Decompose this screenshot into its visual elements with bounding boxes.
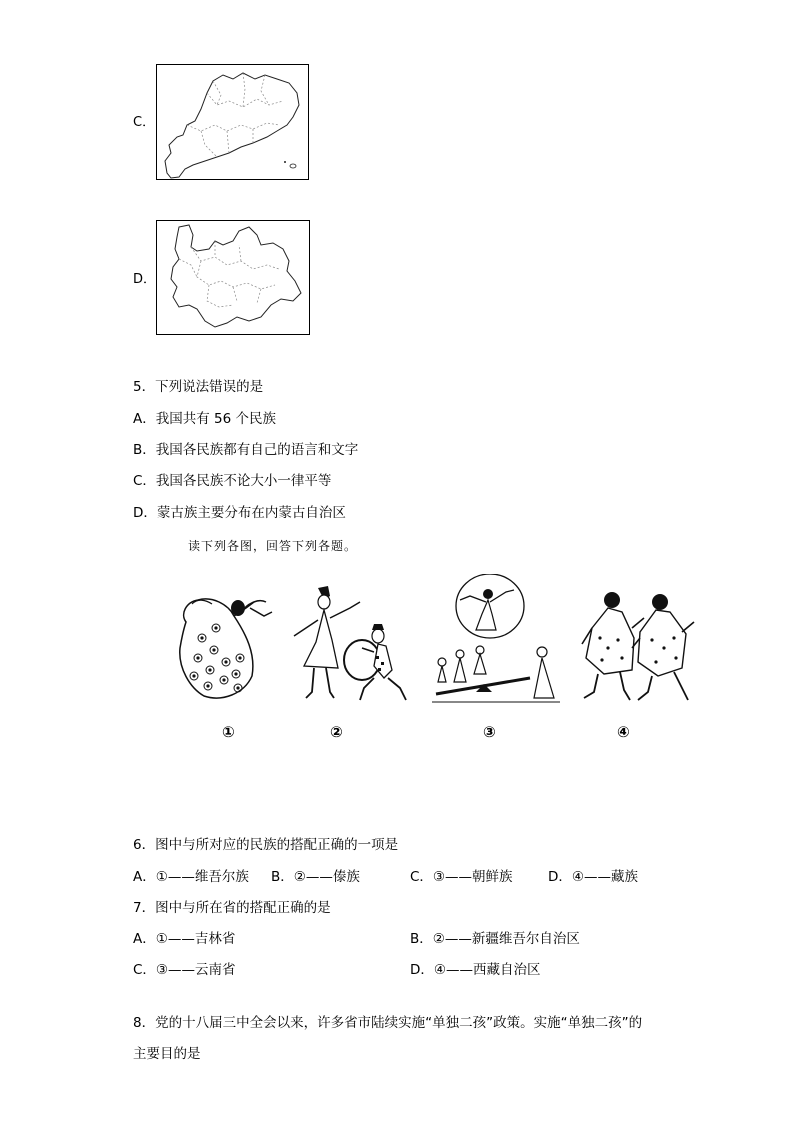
figure-3-label: ③ xyxy=(483,723,496,741)
option-c-label: C． xyxy=(133,115,156,130)
q5-option-c[interactable]: C．我国各民族不论大小一律平等 xyxy=(133,473,332,489)
q5-option-b[interactable]: B．我国各民族都有自己的语言和文字 xyxy=(133,442,359,458)
uyghur-dance-figure-icon xyxy=(288,582,418,710)
peacock-dance-figure-icon xyxy=(172,578,276,706)
yunnan-outline-map-icon xyxy=(157,221,309,334)
q7-option-d[interactable]: D．④——西藏自治区 xyxy=(410,962,541,978)
figure-2-label: ② xyxy=(330,723,343,741)
option-c-map xyxy=(156,64,309,180)
q6-option-a[interactable]: A．①——维吾尔族 xyxy=(133,869,249,885)
figure-1-label: ① xyxy=(222,723,235,741)
q8-stem-line-1: 8．党的十八届三中全会以来，许多省市陆续实施“单独二孩”政策。实施“单独二孩”的 xyxy=(133,1015,643,1031)
q7-stem: 7．图中与所在省的搭配正确的是 xyxy=(133,900,331,916)
q5-option-a[interactable]: A．我国共有 56 个民族 xyxy=(133,411,276,427)
figure-4-label: ④ xyxy=(617,723,630,741)
q7-option-a[interactable]: A．①——吉林省 xyxy=(133,931,236,947)
q5-stem: 5．下列说法错误的是 xyxy=(133,379,264,395)
seesaw-jumping-figure-icon xyxy=(430,574,564,710)
tibetan-dance-figure-icon xyxy=(578,588,700,706)
q6-stem: 6．图中与所对应的民族的搭配正确的一项是 xyxy=(133,837,399,853)
q7-option-c[interactable]: C．③——云南省 xyxy=(133,962,236,978)
option-d-label: D． xyxy=(133,272,157,287)
q7-option-b[interactable]: B．②——新疆维吾尔自治区 xyxy=(410,931,580,947)
q6-option-b[interactable]: B．②——傣族 xyxy=(271,869,360,885)
q5-option-d[interactable]: D．蒙古族主要分布在内蒙古自治区 xyxy=(133,505,346,521)
option-d-map xyxy=(156,220,310,335)
q6-option-d[interactable]: D．④——藏族 xyxy=(548,869,638,885)
figure-instruction: 读下列各图，回答下列各题。 xyxy=(188,539,358,553)
q8-stem-line-2: 主要目的是 xyxy=(133,1046,201,1062)
guangdong-outline-map-icon xyxy=(157,65,308,179)
q6-option-c[interactable]: C．③——朝鲜族 xyxy=(410,869,513,885)
